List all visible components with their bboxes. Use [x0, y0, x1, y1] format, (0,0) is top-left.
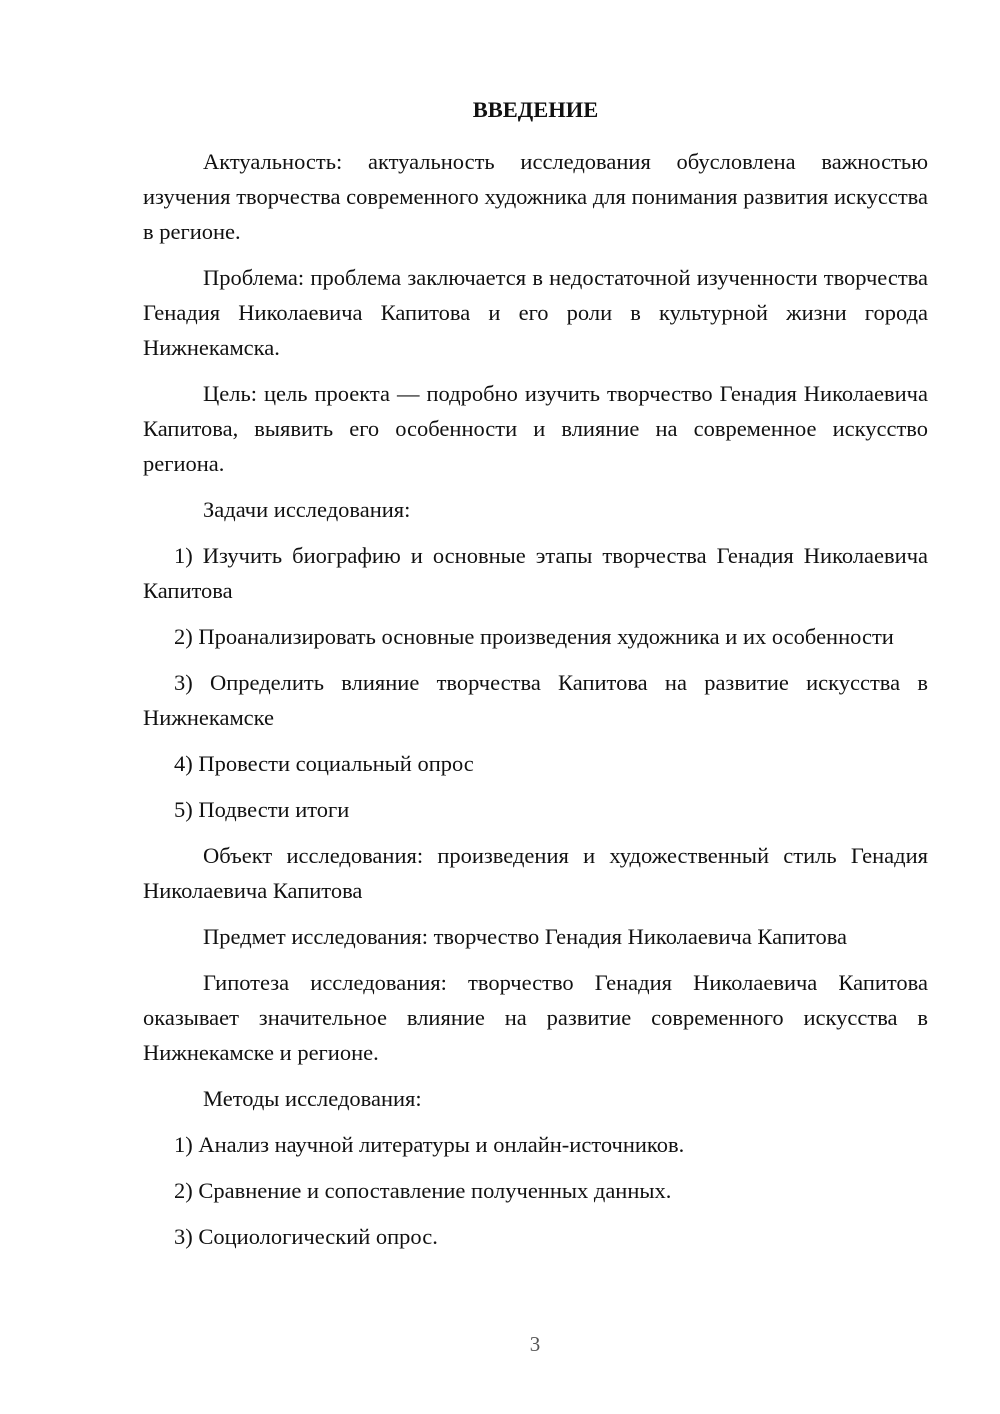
goal-paragraph: Цель: цель проекта — подробно изучить творчество Генадия Николаевича Капитова, выявить его особенности и влияние на современное искусство региона. [143, 381, 928, 476]
method-item-3: 3) Социологический опрос. [174, 1224, 438, 1249]
section-title: ВВЕДЕНИЕ [472, 97, 599, 122]
problem-paragraph: Проблема: проблема заключается в недостаточной изученности творчества Генадия Николаевича Капитова и его роли в культурной жизни города Нижнекамска. [143, 265, 928, 360]
methods-heading: Методы исследования: [203, 1086, 422, 1111]
page-number: 3 [529, 1332, 541, 1356]
task-item-5: 5) Подвести итоги [174, 797, 350, 822]
method-item-2: 2) Сравнение и сопоставление полученных данных. [174, 1178, 672, 1203]
method-item-1: 1) Анализ научной литературы и онлайн-источников. [174, 1132, 685, 1157]
object-paragraph: Объект исследования: произведения и художественный стиль Генадия Николаевича Капитова [143, 843, 928, 903]
subject-paragraph: Предмет исследования: творчество Генадия Николаевича Капитова [203, 924, 848, 949]
task-item-3: 3) Определить влияние творчества Капитова на развитие искусства в Нижнекамске [143, 670, 928, 730]
relevance-paragraph: Актуальность: актуальность исследования обусловлена важностью изучения творчества современного художника для понимания развития искусства в регионе. [143, 149, 928, 244]
task-item-2: 2) Проанализировать основные произведения художника и их особенности [174, 624, 894, 649]
task-item-1: 1) Изучить биографию и основные этапы творчества Генадия Николаевича Капитова [143, 543, 928, 603]
page-content [143, 94, 928, 1265]
hypothesis-paragraph: Гипотеза исследования: творчество Генадия Николаевича Капитова оказывает значительное влияние на развитие современного искусства в Нижнекамске и регионе. [143, 970, 928, 1065]
tasks-heading: Задачи исследования: [203, 497, 411, 522]
task-item-4: 4) Провести социальный опрос [174, 751, 474, 776]
